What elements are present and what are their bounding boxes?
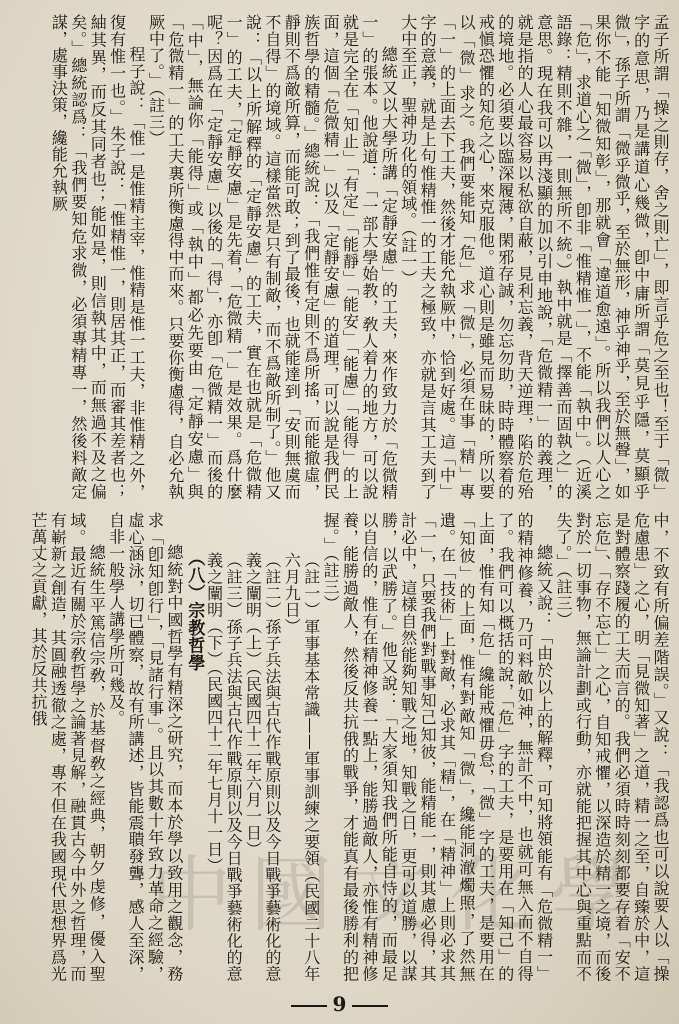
footnote-text: 軍事基本常識——軍事訓練之要領（民國二十八年六月九日） [282, 552, 321, 983]
page-number-dash-right [352, 1005, 388, 1007]
footnote-text: 孫子兵法與古代作戰原則以及今日戰爭藝術化的意義之闡明（下）（民國四十二年七月十一日） [204, 552, 244, 983]
page-number-value: 9 [332, 992, 347, 1016]
footnote [282, 512, 321, 982]
footnote-label: （註三） [224, 552, 244, 619]
paragraph: 總統又以大學所講「定靜安慮」的工夫，來作致力於「危微精一」的張本。他說道：「一部大學始教，敎人着力的地方，可以說就是完全在「知止」「有定」「能靜」「能安」「能慮」「能得」的上面，這個「危微精一」以及「定靜安慮」的道理，可以說是我們民族哲學的精髓。」總統說：「我們惟有定則不爲所搖，而能撤虛，靜則不爲敵所算，而能可敢；到了最後，也就能達到「安則無虞而不自得」的境域。這樣當然是只有制敵，而不爲敵所制了。」他又說：「以上所解釋的「定靜安慮」的工夫，實在也就是「危微精一」的工夫，「定靜安慮」是先着，「危微精一」是效果。爲什麼呢？因爲在「定靜安慮」以後的「得」，亦卽「危微精一」而後的「中」，無論你「能得」或「執中」都必先要由「定靜安慮」與「危微精一」的工夫裏所衡慮得中而來。只要你衡慮得，自必允執厥中了。」（註三） [146, 14, 399, 500]
footnote [204, 512, 243, 982]
section-heading-line [184, 512, 204, 982]
footnote-text: 孫子兵法與古代作戰原則以及今日戰爭藝術化的意義之闡明（上）（民國四十二年六月一日） [243, 552, 282, 983]
paragraph: 孟子所謂「操之則存，舍之則亡」，即言乎危之至也！至于「微」字的意思，乃是講道心幾微，卽中庸所謂「莫見乎隱，莫顯乎微」，孫子所謂「微乎微乎，至於無形，神乎神乎，至於無聲」，如果你不能「知微知彰」，那就會「違道愈遠」。所以我們以人心之「危」，求道心之「微」，卽非「惟精惟一」，不能「執中」。（近溪語錄：精則不雜，一則無所不統。）執中就是「擇善而固執之」的意思。現在我可以再淺顯的加以引申地說，「危微精一」的義理，就是指的人心最容易以私欲自蔽，見利忘義，背天逆理，陷於危殆的境地。必須要以臨深履薄，閑邪存誠，勿忘勿助，時時體察着的戒愼恐懼的知危之心，來克服他。道心則是雖見而易昧的，所以要以「微」求之。我們要能知「危」求「微」，必須在事「精」專「一」的上面去下工夫，然後才能允執厥中，恰到好處。這「中」字的意義，就是上句惟精惟一的工夫之極致，亦就是言其工夫到了大中至正，聖神功化的領域。（註一） [398, 14, 670, 500]
footnote-label: （註二） [262, 552, 282, 619]
paragraph: 中，不致有所偏差階誤。」又說：「我認爲也可以說要人以「操危慮患」之心，明「見微知著」之道，精一之至，自臻於中，這是對體察踐履的工夫而言的。我們必須時時刻刻都要存着「安不忘危」、「存不忘亡」之心，自知戒懼，以深造於精一之境，而後對於一切事物，無論計劃或行動，亦就能把握其中心與重點而不失了。」（註三） [553, 512, 670, 982]
watermark: 中國文化學 [150, 848, 651, 943]
paragraph: 總統生平篤信宗敎，於基督敎之經典，朝夕虔修，優入聖域。最近有關於宗敎哲學之論著見解，融貫古今中外之哲理，而有嶄新之創造，其圓融透徹之處，專不但在我國現代思想界爲光芒萬丈之貢獻，其於反共抗俄 [29, 512, 107, 982]
paragraph: 程子說：「惟一是惟精主宰，惟精是惟一工夫，非惟精之外，復有惟一也。」朱子說：「惟精惟一，則居其正，而審其差者也；紬其異，而反其同者也；能如是，則信執其中，而無過不及之偏矣。」總統認爲：「我們要知危求微，必須專精專一，然後料敵定謀，處事決策，纔能允執厥 [49, 14, 147, 500]
footnote [243, 512, 282, 982]
paragraph: 總統又說：「由於以上的解釋，可知將領能有「危微精一」的精神修養，乃可料敵如神，無計不中，也就可無入而不自得了。我們可以概括的說，「危」字的工夫，是要用在「知己」的上面，惟有知「危」纔能戒懼毋怠，「微」字的工夫，是要用在「知彼」的上面，惟有對敵知「微」，纔能洞澈燭照，了然無遺。在「技術」上對敵，必求其「精」，在「精神」上則必求其「一」，只要我們對戰事知己知彼，能精能一，則其慮必得，其計必中，這樣自然能夠知戰之地，知戰之日，更可以道勝，以謀勝，以武勝了。」他又說：「大家須知我們所能自恃的，而最足以自信的，惟有在精神修養一點上，能勝過敵人，亦惟有精神修養，能勝過敵人，然後反共抗俄的戰爭，才能真有最後勝利的把握。」（註三） [321, 512, 554, 982]
upper-text-block [49, 14, 670, 500]
footnote-label: （註一） [301, 552, 321, 619]
section-heading: （八）宗教哲學 [184, 549, 205, 672]
page-number [0, 992, 679, 1016]
lower-text-block [14, 512, 670, 982]
page-number-dash-left [291, 1005, 327, 1007]
paragraph: 總統對中國哲學有精深之研究，而本於學以致用之觀念，務求「卽知卽行」，「見諸行事」。且以其數十年致力革命之經驗，虛心涵泳，切已體察，故有所講述，皆能震聵發聾，感人至深，自非一般學人講學所可幾及。 [106, 512, 184, 982]
